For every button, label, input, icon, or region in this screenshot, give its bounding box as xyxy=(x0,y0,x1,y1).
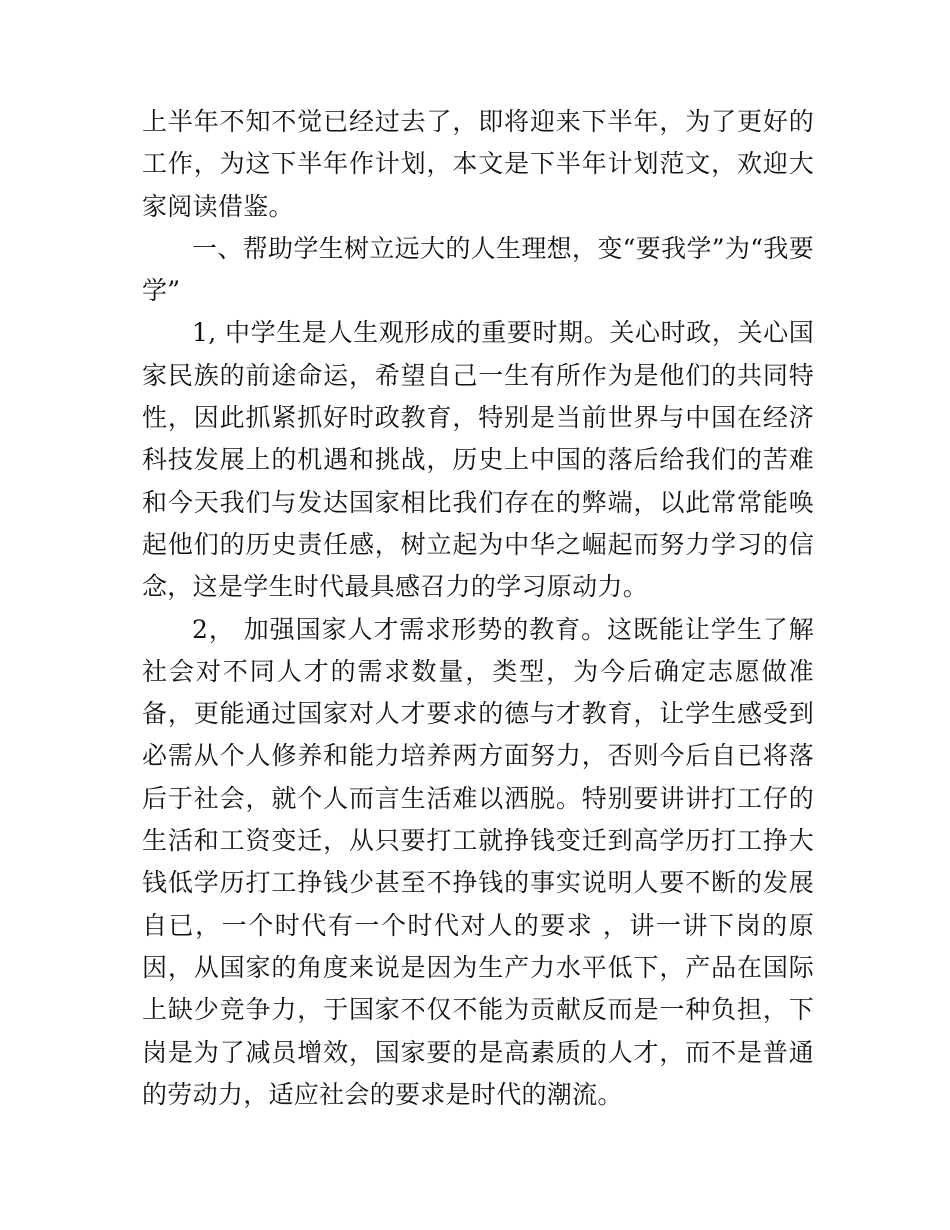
body-paragraph-1: 1, 中学生是人生观形成的重要时期。关心时政，关心国家民族的前途命运，希望自己一生有所作为是他们的共同特性，因此抓紧抓好时政教育，特别是当前世界与中国在经济科技发展上的机遇和挑战，历史上中国的落后给我们的苦难和今天我们与发达国家相比我们存在的弊端，以此常常能唤起他们的历史责任感，树立起为中华之崛起而努力学习的信念，这是学生时代最具感召力的学习原动力。 xyxy=(142,318,814,602)
section-heading: 一、帮助学生树立远大的人生理想，变“要我学”为“我要学” xyxy=(142,233,814,306)
body-paragraph-2: 2， 加强国家人才需求形势的教育。这既能让学生了解社会对不同人才的需求数量，类型，为今后确定志愿做准备，更能通过国家对人才要求的德与才教育，让学生感受到必需从个人修养和能力培养两方面努力，否则今后自已将落后于社会，就个人而言生活难以洒脱。特别要讲讲打工仔的生活和工资变迁，从只要打工就挣钱变迁到高学历打工挣大钱低学历打工挣钱少甚至不挣钱的事实说明人要不断的发展自已，一个时代有一个时代对人的要求 ，讲一讲下岗的原因，从国家的角度来说是因为生产力水平低下，产品在国际上缺少竞争力，于国家不仅不能为贡献反而是一种负担，下岗是为了减员增效，国家要的是高素质的人才，而不是普通的劳动力，适应社会的要求是时代的潮流。 xyxy=(142,614,814,1109)
intro-paragraph: 上半年不知不觉已经过去了，即将迎来下半年，为了更好的工作，为这下半年作计划，本文是下半年计划范文，欢迎大家阅读借鉴。 xyxy=(142,107,814,221)
document-body xyxy=(142,101,814,1116)
